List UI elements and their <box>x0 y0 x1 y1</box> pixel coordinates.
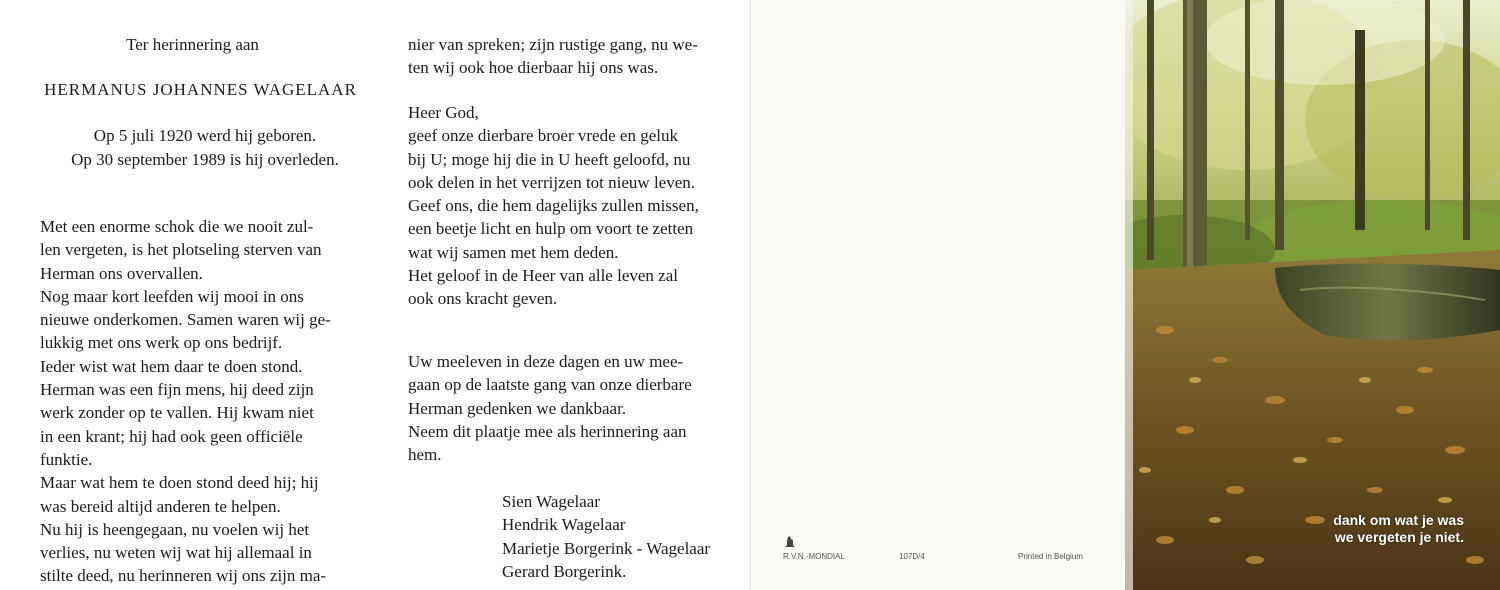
text-line: was bereid altijd anderen te helpen. <box>40 496 281 516</box>
memorial-text <box>40 215 365 588</box>
card-panel-photo <box>1125 0 1500 590</box>
text-line: ook ons kracht geven. <box>408 289 558 309</box>
caption-line: we vergeten je niet. <box>1334 529 1464 545</box>
text-line: Nog maar kort leefden wij mooi in ons <box>40 286 304 306</box>
text-line: nieuwe onderkomen. Samen waren wij ge- <box>40 310 331 330</box>
product-code: 107D/4 <box>899 552 925 561</box>
text-line: Geef ons, die hem dagelijks zullen missen, <box>408 196 699 216</box>
text-line: bij U; moge hij die in U heeft geloofd, nu <box>408 149 691 169</box>
text-line: verlies, nu weten wij wat hij allemaal in <box>40 543 312 563</box>
text-line: in een krant; hij had ook geen officiële <box>40 426 303 446</box>
text-line: Neem dit plaatje mee als herinnering aan <box>408 421 687 441</box>
photo-caption <box>1333 512 1464 546</box>
text-line: Herman was een fijn mens, hij deed zijn <box>40 380 314 400</box>
text-line: ten wij ook hoe dierbaar hij ons was. <box>408 58 659 78</box>
death-date-line: Op 30 september 1989 is hij overleden. <box>71 150 339 169</box>
text-line: nier van spreken; zijn rustige gang, nu we- <box>408 35 698 54</box>
prayer-text <box>408 101 738 311</box>
text-line: funktie. <box>40 449 93 469</box>
text-line: gaan op de laatste gang van onze dierbare <box>408 375 692 395</box>
continuation-text <box>408 33 738 80</box>
text-line: Maar wat hem te doen stond deed hij; hij <box>40 473 319 493</box>
text-line: Met een enorme schok die we nooit zul- <box>40 217 314 236</box>
text-line: lukkig met ons werk op ons bedrijf. <box>40 333 283 353</box>
card-panel-left <box>0 0 385 590</box>
card-panel-blank <box>750 0 1125 590</box>
text-line: stilte deed, nu herinneren wij ons zijn ma- <box>40 566 327 586</box>
text-line: Uw meeleven in deze dagen en uw mee- <box>408 352 684 371</box>
card-panel-middle <box>385 0 750 590</box>
text-line: werk zonder op te vallen. Hij kwam niet <box>40 403 314 423</box>
text-line: hem. <box>408 445 442 465</box>
text-line: Het geloof in de Heer van alle leven zal <box>408 266 678 286</box>
life-dates <box>0 124 410 172</box>
signature-name: Gerard Borgerink. <box>502 561 627 581</box>
signatures <box>502 490 742 583</box>
caption-line: dank om wat je was <box>1333 512 1464 528</box>
text-line: Nu hij is heengegaan, nu voelen wij het <box>40 519 310 539</box>
thanks-text <box>408 350 738 466</box>
text-line: len vergeten, is het plotseling sterven van <box>40 240 322 260</box>
text-line: Herman ons overvallen. <box>40 263 203 283</box>
publisher-label: R.V.N.-MONDIAL <box>783 552 845 561</box>
text-line: geef onze dierbare broer vrede en geluk <box>408 126 678 146</box>
forest-photo <box>1125 0 1500 590</box>
text-line: ook delen in het verrijzen tot nieuw leven. <box>408 172 696 192</box>
text-line: Herman gedenken we dankbaar. <box>408 398 627 418</box>
text-line: Ieder wist wat hem daar te doen stond. <box>40 356 303 376</box>
text-line: Heer God, <box>408 103 479 122</box>
signature-name: Hendrik Wagelaar <box>502 515 626 535</box>
signature-name: Sien Wagelaar <box>502 492 600 511</box>
text-line: wat wij samen met hem deden. <box>408 242 619 262</box>
signature-name: Marietje Borgerink - Wagelaar <box>502 538 711 558</box>
deceased-name: HERMANUS JOHANNES WAGELAAR <box>44 80 357 99</box>
memorial-heading: Ter herinnering aan <box>126 35 259 54</box>
publisher-logo-icon <box>785 536 795 548</box>
birth-date-line: Op 5 juli 1920 werd hij geboren. <box>93 126 317 145</box>
text-line: een beetje licht en hulp om voort te zetten <box>408 219 694 239</box>
printed-label: Printed in Belgium <box>1018 552 1083 561</box>
